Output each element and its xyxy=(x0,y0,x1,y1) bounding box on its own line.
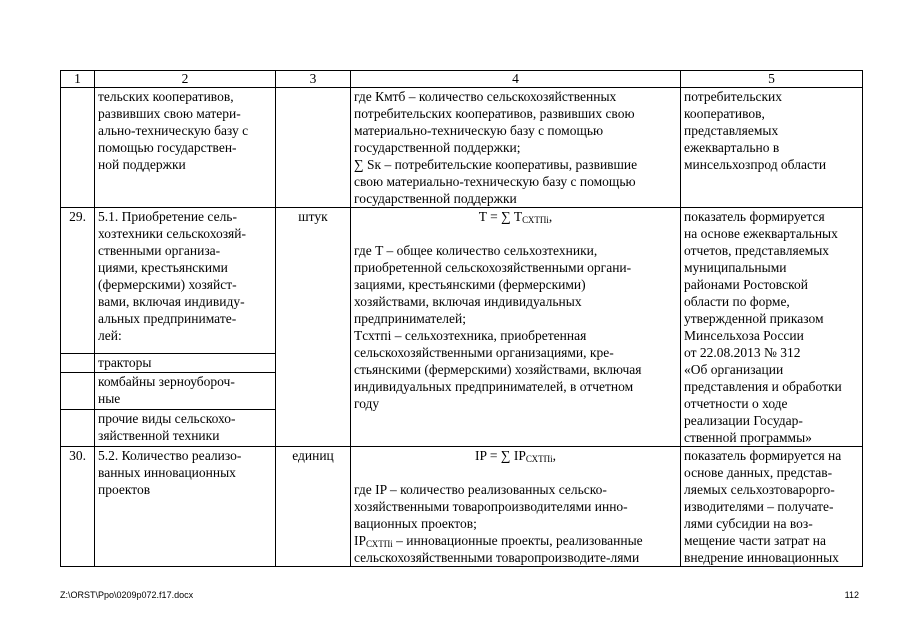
row-30-method xyxy=(351,447,681,567)
row-30-indicator: 5.2. Количество реализо- ванных инновационных проектов xyxy=(95,447,276,567)
row-30-formula xyxy=(354,447,677,464)
indicators-table xyxy=(60,70,863,567)
row-30-formula-subscript: СХТПi xyxy=(525,454,553,464)
row-30-formula-end: , xyxy=(552,448,557,463)
row-29-sub-other-num xyxy=(61,409,95,446)
row-29-method xyxy=(351,208,681,447)
row-29-formula-subscript: СХТПi xyxy=(522,215,549,225)
row-29-sub-tractors-num xyxy=(61,353,95,372)
row-30-spacer xyxy=(354,464,677,481)
row-30-number: 30. xyxy=(61,447,95,567)
row-29-sub-tractors-label: тракторы xyxy=(95,353,276,372)
row-30-unit: единиц xyxy=(276,447,351,567)
header-col-1: 1 xyxy=(61,71,95,88)
row-29-sub-combines-label: комбайны зерноубороч- ные xyxy=(95,372,276,409)
row-30-desc-symbol-subscript: СХТПi xyxy=(366,539,393,549)
cont-source-cell: потребительских кооперативов, представляемых ежеквартально в минсельхозпрод области xyxy=(681,88,863,208)
row-29-formula-end: , xyxy=(548,209,553,224)
row-29-number: 29. xyxy=(61,208,95,354)
row-29-sub-combines-num xyxy=(61,372,95,409)
header-col-3: 3 xyxy=(276,71,351,88)
row-29-sub-other-label: прочие виды сельскохо- зяйственной техники xyxy=(95,409,276,446)
header-col-5: 5 xyxy=(681,71,863,88)
row-30 xyxy=(61,447,863,567)
cont-unit-cell xyxy=(276,88,351,208)
continuation-row xyxy=(61,88,863,208)
cont-num-cell xyxy=(61,88,95,208)
row-30-description-last: сельскохозяйственными товаропроизводите-лями xyxy=(354,550,640,565)
row-30-desc-symbol: IP xyxy=(354,533,367,548)
row-29-main xyxy=(61,208,863,354)
header-col-2: 2 xyxy=(95,71,276,88)
row-29-formula-lhs: T = ∑ T xyxy=(478,209,523,224)
row-29-indicator: 5.1. Приобретение сель- хозтехники сельскохозяй- ственными организа- циями, крестьянскими (фермерскими) хозяйст- вами, включая индивиду- альных предпринимате- лей: xyxy=(95,208,276,354)
row-30-description-intro: где IP – количество реализованных сельско- хозяйственными товаропроизводителями инно- вационных проектов; xyxy=(354,482,628,531)
cont-indicator-cell: тельских кооперативов, развивших свою матери- ально-техническую базу с помощью государствен- ной поддержки xyxy=(95,88,276,208)
cont-method-cell: где Кмтб – количество сельскохозяйственных потребительских кооперативов, развивших свою материально-техническую базу с помощью государственной поддержки; ∑ Sк – потребительские кооперативы, развившие свою материально-техническую базу с помощью государственной поддержки xyxy=(351,88,681,208)
row-30-formula-lhs: IP = ∑ IP xyxy=(474,448,526,463)
header-row xyxy=(61,71,863,88)
header-col-4: 4 xyxy=(351,71,681,88)
row-30-source: показатель формируется на основе данных, представ- ляемых сельхозтоварopro- изводителями – получате- лями субсидии на воз- мещение части затрат на внедрение инновационных xyxy=(681,447,863,567)
row-30-desc-rest: – инновационные проекты, реализованные xyxy=(392,533,643,548)
row-29-formula xyxy=(354,208,677,225)
row-30-description-symbol-line xyxy=(354,532,677,549)
row-29-source: показатель формируется на основе ежеквартальных отчетов, представляемых муниципальными районами Ростовской области по форме, утвержденной приказом Минсельхоза России от 22.08.2013 № 312 «Об организации представления и обработки отчетности о ходе реализации Государ- ственной программы» xyxy=(681,208,863,447)
row-29-spacer xyxy=(354,225,677,242)
row-29-description: где T – общее количество сельхозтехники, приобретенной сельскохозяйственными органи- зациями, крестьянскими (фермерскими) хозяйствами, включая индивидуальных предпринимателей; Tсхтпi – сельхозтехника, приобретенная сельскохозяйственными организациями, кре- стьянскими (фермерскими) хозяйствами, включая индивидуальных предпринимателей, в отчетном году xyxy=(354,243,642,411)
row-29-unit: штук xyxy=(276,208,351,447)
footer-page-number: 112 xyxy=(844,590,859,600)
footer-file-path: Z:\ORST\Ppo\0209p072.f17.docx xyxy=(60,590,194,600)
